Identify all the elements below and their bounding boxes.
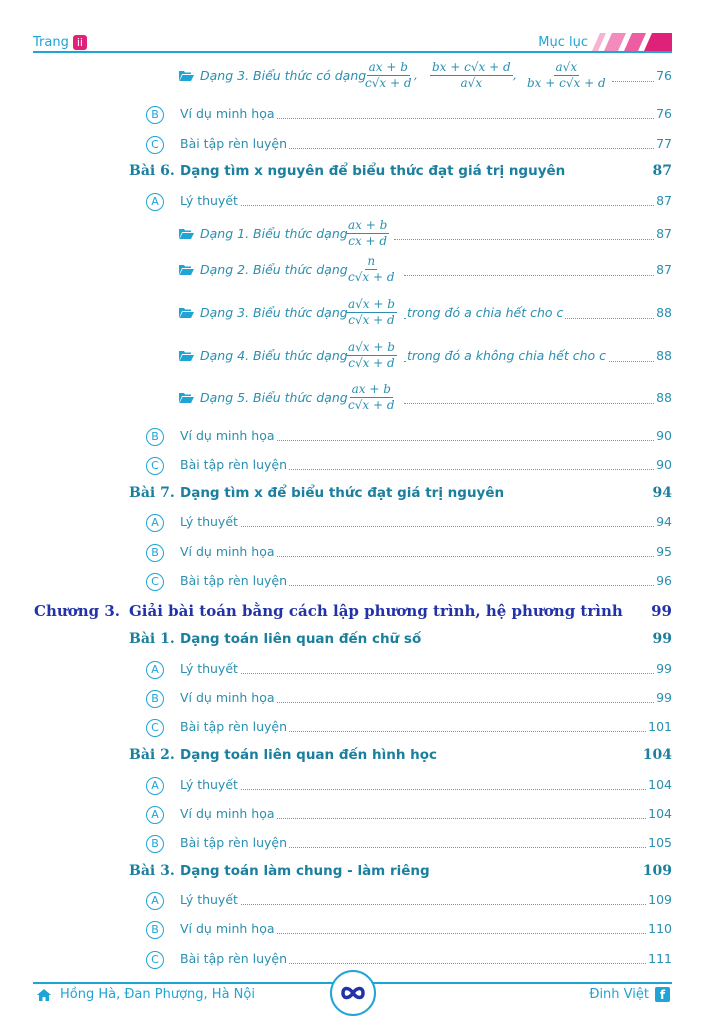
page-ref: 95 (656, 544, 672, 559)
folder-open-icon (179, 264, 194, 275)
home-icon (36, 988, 52, 1002)
folder-open-icon (179, 307, 194, 318)
leader-dots (180, 904, 672, 905)
leader-dots (180, 205, 672, 206)
header-rule (33, 51, 672, 53)
entry-label: Bài tập rèn luyện (180, 835, 288, 850)
toc-entry-dang3[interactable] (0, 295, 725, 333)
entry-label: Bài tập rèn luyện (180, 457, 288, 472)
toc-entry-vi-du[interactable] (0, 542, 725, 566)
toc-entry-vi-du[interactable] (0, 919, 725, 943)
entry-label: Lý thuyết (180, 777, 238, 792)
toc-entry-bai-tap[interactable] (0, 833, 725, 857)
formula-2-num: bx + c√x + d (432, 60, 511, 74)
marker-badge: C (146, 719, 164, 737)
footer-author (589, 987, 670, 1002)
lesson-number: Bài 1. (129, 631, 175, 647)
footer-address (36, 987, 255, 1002)
entry-label: Ví dụ minh họa (180, 921, 275, 936)
marker-badge: A (146, 806, 164, 824)
page-ref: 96 (656, 573, 672, 588)
page-ref: 104 (648, 806, 672, 821)
toc-entry-vi-du[interactable] (0, 426, 725, 450)
page-label: Trang (33, 35, 69, 50)
entry-label: Ví dụ minh họa (180, 544, 275, 559)
toc-lesson-bai7[interactable] (0, 484, 725, 508)
dang-label: Dạng 3. Biểu thức có dạng (200, 68, 367, 83)
marker-badge: B (146, 835, 164, 853)
toc-entry-dang4[interactable] (0, 338, 725, 376)
infinity-logo (330, 970, 376, 1016)
marker-badge: C (146, 457, 164, 475)
page-ref: 87 (656, 226, 672, 241)
page-ref: 87 (656, 262, 672, 277)
formula-num: a√x + b (348, 340, 395, 354)
entry-label: Bài tập rèn luyện (180, 951, 288, 966)
chapter-title: Giải bài toán bằng cách lập phương trình, hệ phương trình (129, 602, 623, 620)
formula-den: c√x + d (348, 398, 395, 412)
page-ref: 101 (648, 719, 672, 734)
marker-badge: A (146, 892, 164, 910)
page-ref: 76 (656, 68, 672, 83)
toc-entry-dang5[interactable] (0, 380, 725, 418)
entry-label: Lý thuyết (180, 193, 238, 208)
entry-label: Bài tập rèn luyện (180, 573, 288, 588)
toc-entry-dang2[interactable] (0, 252, 725, 290)
toc-entry-ly-thuyet[interactable] (0, 890, 725, 914)
lesson-title: Dạng tìm x để biểu thức đạt giá trị nguyên (180, 485, 505, 501)
infinity-icon (332, 972, 374, 1014)
lesson-title: Dạng toán làm chung - làm riêng (180, 863, 430, 879)
marker-badge: B (146, 106, 164, 124)
folder-open-icon (179, 350, 194, 361)
page-ref: 94 (652, 485, 672, 501)
marker-badge: B (146, 690, 164, 708)
formula (346, 218, 389, 249)
footer-address-text: Hồng Hà, Đan Phượng, Hà Nội (60, 987, 255, 1002)
folder-open-icon (179, 392, 194, 403)
toc-entry-vi-du[interactable] (0, 104, 725, 128)
formula-1: $\frac{ax + b}{c√x + d}$ , (365, 60, 418, 90)
toc-entry-bai-tap[interactable] (0, 455, 725, 479)
page-ref: 88 (656, 348, 672, 363)
marker-badge: C (146, 573, 164, 591)
page-ref: 99 (656, 690, 672, 705)
toc-entry-ly-thuyet[interactable] (0, 775, 725, 799)
page-ref: 109 (648, 892, 672, 907)
page-ref: 105 (648, 835, 672, 850)
page-ref: 90 (656, 457, 672, 472)
marker-badge: B (146, 428, 164, 446)
dang-condition: trong đó a chia hết cho c (407, 305, 564, 320)
toc-entry-vi-du[interactable] (0, 688, 725, 712)
section-title: Mục lục (538, 35, 588, 50)
page-ref: 87 (652, 163, 672, 179)
formula-2-den: a√x (460, 76, 483, 90)
toc-lesson-bai6[interactable] (0, 162, 725, 186)
formula-num: ax + b (348, 218, 388, 232)
leader-dots (180, 526, 672, 527)
formula-num: n (367, 254, 376, 268)
entry-label: Bài tập rèn luyện (180, 719, 288, 734)
lesson-title: Dạng tìm x nguyên để biểu thức đạt giá trị nguyên (180, 163, 566, 179)
formula-3-den: bx + c√x + d (527, 76, 606, 90)
page-ref: 87 (656, 193, 672, 208)
marker-badge: A (146, 777, 164, 795)
entry-label: Ví dụ minh họa (180, 428, 275, 443)
page-ref: 109 (642, 863, 672, 879)
entry-label: Bài tập rèn luyện (180, 136, 288, 151)
toc-entry-bai-tap[interactable] (0, 949, 725, 973)
marker-badge: A (146, 661, 164, 679)
page-ref: 99 (652, 631, 672, 647)
folder-open-icon (179, 70, 194, 81)
leader-dots (394, 239, 672, 240)
dang-label: Dạng 5. Biểu thức dạng (200, 390, 348, 405)
page-ref: 99 (656, 661, 672, 676)
dang-condition: trong đó a không chia hết cho c (407, 348, 607, 363)
header-page-indicator (33, 35, 87, 50)
page-ref: 111 (648, 951, 672, 966)
page-ref: 99 (651, 602, 672, 620)
formula-2: $\frac{bx + c√x + d}{a√x}$ , (432, 60, 517, 90)
leader-dots (404, 403, 672, 404)
formula-3 (525, 60, 608, 91)
toc-entry-bai-tap[interactable] (0, 571, 725, 595)
marker-badge: A (146, 514, 164, 532)
lesson-title: Dạng toán liên quan đến hình học (180, 747, 438, 763)
marker-badge: C (146, 951, 164, 969)
toc-entry-ly-thuyet[interactable] (0, 191, 725, 215)
formula (346, 382, 397, 413)
marker-badge: A (146, 193, 164, 211)
lesson-number: Bài 2. (129, 747, 175, 763)
formula (346, 340, 397, 371)
lesson-number: Bài 3. (129, 863, 175, 879)
formula-1-den: c√x + d (365, 76, 412, 90)
toc-lesson-c3-bai3[interactable] (0, 862, 725, 886)
dang-label: Dạng 1. Biểu thức dạng (200, 226, 348, 241)
page-ref: 88 (656, 305, 672, 320)
page-ref: 104 (648, 777, 672, 792)
entry-label: Ví dụ minh họa (180, 806, 275, 821)
facebook-icon[interactable]: f (655, 987, 670, 1002)
marker-badge: C (146, 136, 164, 154)
formula-3-num: a√x (555, 60, 578, 74)
folder-open-icon (179, 228, 194, 239)
header-stripes-decoration (592, 33, 672, 51)
formula-den: c√x + d (348, 270, 395, 284)
formula-num: ax + b (351, 382, 391, 396)
page-ref: 88 (656, 390, 672, 405)
toc-entry-dang1[interactable] (0, 216, 725, 254)
formula-den: cx + d (348, 234, 388, 248)
formula-den: c√x + d (348, 356, 395, 370)
page-ref: 90 (656, 428, 672, 443)
toc-entry-vi-du[interactable] (0, 804, 725, 828)
page-ref: 77 (656, 136, 672, 151)
toc-entry-bai-tap[interactable] (0, 717, 725, 741)
entry-label: Lý thuyết (180, 661, 238, 676)
toc-lesson-c3-bai2[interactable] (0, 746, 725, 770)
marker-badge: B (146, 921, 164, 939)
dang-label: Dạng 3. Biểu thức dạng (200, 305, 348, 320)
toc-entry-ly-thuyet[interactable] (0, 659, 725, 683)
lesson-title: Dạng toán liên quan đến chữ số (180, 631, 422, 647)
lesson-number: Bài 6. (129, 163, 175, 179)
toc-lesson-c3-bai1[interactable] (0, 630, 725, 654)
toc-entry-dang3-top[interactable] (0, 58, 725, 100)
formula-1-num: ax + b (368, 60, 408, 74)
toc-chapter-3[interactable] (0, 601, 725, 625)
formula-num: a√x + b (348, 297, 395, 311)
chapter-number: Chương 3. (34, 602, 121, 620)
entry-label: Ví dụ minh họa (180, 690, 275, 705)
leader-dots (180, 789, 672, 790)
dang-label: Dạng 2. Biểu thức dạng (200, 262, 348, 277)
page-ref: 110 (648, 921, 672, 936)
leader-dots (180, 673, 672, 674)
entry-label: Lý thuyết (180, 892, 238, 907)
dang-label: Dạng 4. Biểu thức dạng (200, 348, 348, 363)
page-number-badge: ii (73, 35, 87, 50)
toc-entry-bai-tap[interactable] (0, 134, 725, 158)
footer-author-text: Đinh Việt (589, 987, 649, 1002)
page-ref: 76 (656, 106, 672, 121)
toc-entry-ly-thuyet[interactable] (0, 512, 725, 536)
page-ref: 104 (642, 747, 672, 763)
formula (346, 297, 397, 328)
entry-label: Ví dụ minh họa (180, 106, 275, 121)
entry-label: Lý thuyết (180, 514, 238, 529)
page-ref: 94 (656, 514, 672, 529)
leader-dots (404, 275, 672, 276)
formula-den: c√x + d (348, 313, 395, 327)
marker-badge: B (146, 544, 164, 562)
formula (346, 254, 397, 285)
lesson-number: Bài 7. (129, 485, 175, 501)
